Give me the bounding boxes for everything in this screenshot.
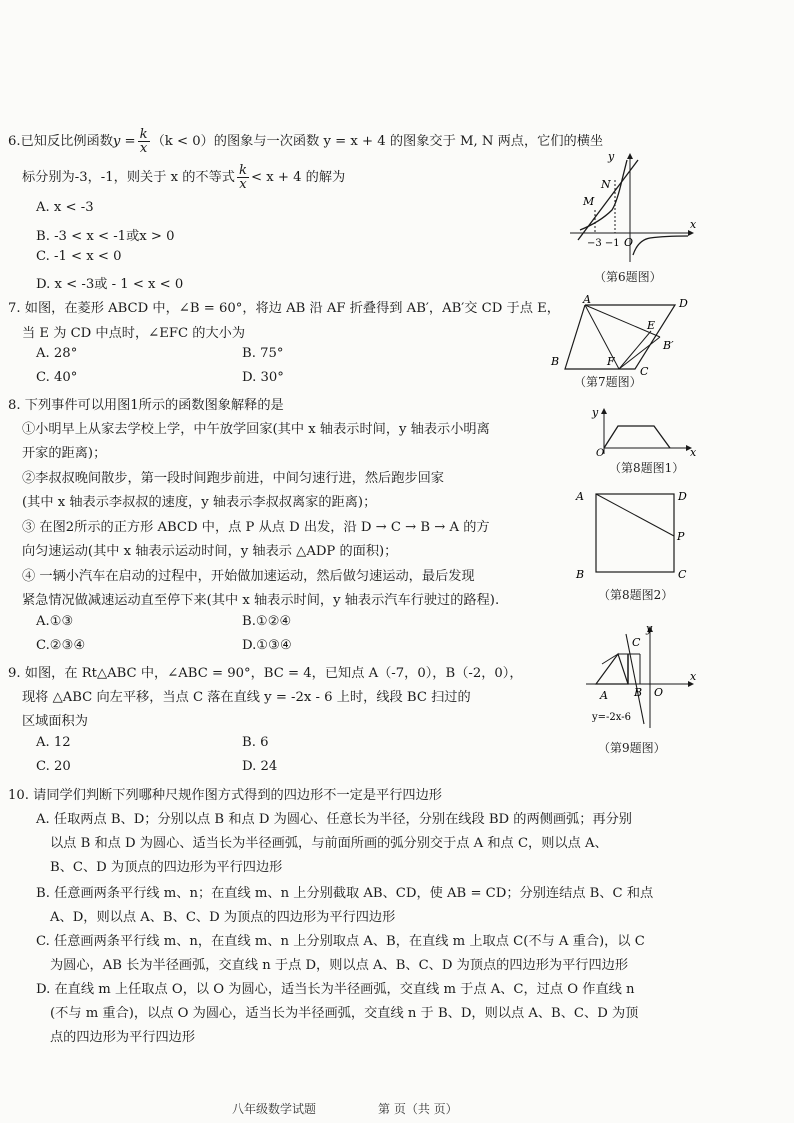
q10-line: D. 在直线 m 上任取点 O，以 O 为圆心，适当长为半径画弧，交直线 m 于点 A、C，过点 O 作直线 n xyxy=(36,982,635,997)
q8-fig2-b: B xyxy=(576,568,585,581)
q10-line: A、D，则以点 A、B、C、D 为顶点的四边形为平行四边形 xyxy=(50,910,396,925)
q8-option-a: A.①③ xyxy=(36,614,74,629)
q6-stem-line2: 标分别为-3，-1，则关于 x 的不等式 $\frac{k}{x}$ < x + 4 的解为 xyxy=(22,163,346,192)
q8-item-line: 紧急情况做减速运动直至停下来(其中 x 轴表示时间，y 轴表示汽车行驶过的路程). xyxy=(22,593,500,608)
q8-fig1-x: x xyxy=(690,446,697,456)
q9-fig-b: B xyxy=(634,686,643,699)
q7-fig-c: C xyxy=(640,365,649,378)
q9-option-c: C. 20 xyxy=(36,759,71,774)
q6-fig-m: M xyxy=(583,195,595,208)
q7-fig-b-prime: B′ xyxy=(663,339,674,352)
q8-item-line: 开家的距离)； xyxy=(22,446,107,461)
q10-line: 点的四边形为平行四边形 xyxy=(50,1030,196,1045)
q8-option-b: B.①②④ xyxy=(242,614,292,629)
q9-figure xyxy=(582,624,700,736)
footer-title: 八年级数学试题 xyxy=(232,1102,317,1116)
q9-fig-c: C xyxy=(632,636,641,649)
q8-item-line: ④ 一辆小汽车在启动的过程中，开始做加速运动，然后做匀速运动，最后发现 xyxy=(22,569,475,584)
footer-page: 第 页（共 页） xyxy=(378,1102,458,1116)
q7-option-a: A. 28° xyxy=(36,346,78,361)
q8-fig1-o: O xyxy=(596,448,605,456)
q8-fig1-y: y xyxy=(592,406,599,419)
q8-figure-1 xyxy=(590,404,700,456)
q6-fig-y: y xyxy=(608,150,615,163)
q9-fig-o: O xyxy=(654,686,664,699)
q8-option-c: C.②③④ xyxy=(36,638,86,653)
q10-line: 以点 B 和点 D 为圆心、适当长为半径画弧，与前面所画的弧分别交于点 A 和点 C，则以点 A、 xyxy=(50,836,608,851)
q8-fig2-p: P xyxy=(677,530,685,543)
q7-fig-f: F xyxy=(607,355,615,368)
q8-caption-2: （第8题图2） xyxy=(598,588,674,602)
q7-fig-d: D xyxy=(679,297,688,310)
q7-option-c: C. 40° xyxy=(36,370,78,385)
q6-caption: （第6题图） xyxy=(594,270,662,284)
q7-fig-e: E xyxy=(647,319,656,332)
q10-line: B、C、D 为顶点的四边形为平行四边形 xyxy=(50,860,283,875)
q8-stem: 8. 下列事件可以用图1所示的函数图象解释的是 xyxy=(8,398,284,413)
q10-line: 为圆心，AB 长为半径画弧，交直线 n 于点 D，则以点 A、B、C、D 为顶点的四边形为平行四边形 xyxy=(50,958,629,973)
q9-option-d: D. 24 xyxy=(242,759,278,774)
q8-item-line: ③ 在图2所示的正方形 ABCD 中，点 P 从点 D 出发，沿 D → C → B → A 的方 xyxy=(22,520,490,535)
q7-stem-line1: 7. 如图，在菱形 ABCD 中，∠B = 60°，将边 AB 沿 AF 折叠得到 AB′，AB′交 CD 于点 E， xyxy=(8,301,560,316)
q7-fig-a: A xyxy=(583,293,591,306)
q9-stem-line1: 9. 如图，在 Rt△ABC 中，∠ABC = 90°，BC = 4，已知点 A（-7，0），B（-2，0）， xyxy=(8,666,523,681)
q6-option-b: B. -3 < x < -1或x > 0 xyxy=(36,229,175,244)
q10-line: (不与 m 重合)，以点 O 为圆心，适当长为半径画弧，交直线 n 于 B、D，则以点 A、B、C、D 为顶 xyxy=(50,1006,639,1021)
q9-fig-x: x xyxy=(690,670,697,683)
q8-item-line: ①小明早上从家去学校上学，中午放学回家(其中 x 轴表示时间，y 轴表示小明离 xyxy=(22,422,490,437)
q8-fig2-a: A xyxy=(576,490,584,503)
q6-fig-x: x xyxy=(690,218,697,231)
q9-option-b: B. 6 xyxy=(242,735,269,750)
q9-fig-line-label: y=-2x-6 xyxy=(592,712,631,723)
q8-fig2-c: C xyxy=(678,568,687,581)
q9-option-a: A. 12 xyxy=(36,735,71,750)
q6-fig-o: O xyxy=(624,236,634,249)
q9-fig-y: y xyxy=(646,624,653,635)
q9-fig-a: A xyxy=(600,689,608,702)
q7-figure xyxy=(545,293,695,378)
q6-option-c: C. -1 < x < 0 xyxy=(36,249,122,264)
q10-line: C. 任意画两条平行线 m、n，在直线 m、n 上分别取点 A、B，在直线 m 上取点 C(不与 A 重合)，以 C xyxy=(36,934,645,949)
q8-fig2-d: D xyxy=(678,490,687,503)
q8-option-d: D.①③④ xyxy=(242,638,292,653)
q6-fraction-k-over-x-2: $\frac{k}{x}$ xyxy=(238,163,247,192)
q9-stem-line3: 区域面积为 xyxy=(22,714,88,729)
q8-caption-1: （第8题图1） xyxy=(609,461,685,475)
q8-item-line: 向匀速运动(其中 x 轴表示运动时间，y 轴表示 △ADP 的面积)； xyxy=(22,544,398,559)
q10-line: A. 任取两点 B、D；分别以点 B 和点 D 为圆心、任意长为半径，分别在线段 BD 的两侧画弧；再分别 xyxy=(36,812,632,827)
q6-stem-line1: 6.已知反比例函数y = $\frac{k}{x}$ （k < 0）的图象与一次函数 y = x + 4 的图象交于 M, N 两点，它们的横坐 xyxy=(8,127,604,156)
q7-option-b: B. 75° xyxy=(242,346,284,361)
q8-figure-2 xyxy=(572,488,692,586)
q6-fraction-k-over-x: $\frac{k}{x}$ xyxy=(139,127,148,156)
q10-line: B. 任意画两条平行线 m、n；在直线 m、n 上分别截取 AB、CD，使 AB = CD；分别连结点 B、C 和点 xyxy=(36,886,654,901)
q6-option-d: D. x < -3或 - 1 < x < 0 xyxy=(36,277,184,292)
q7-option-d: D. 30° xyxy=(242,370,284,385)
q10-stem: 10. 请同学们判断下列哪种尺规作图方式得到的四边形不一定是平行四边形 xyxy=(8,788,442,803)
q8-item-line: (其中 x 轴表示李叔叔的速度，y 轴表示李叔叔离家的距离)； xyxy=(22,495,377,510)
q6-option-a: A. x < -3 xyxy=(36,200,94,215)
q9-caption: （第9题图） xyxy=(598,741,666,755)
q6-figure xyxy=(560,150,700,268)
q8-item-line: ②李叔叔晚间散步，第一段时间跑步前进，中间匀速行进，然后跑步回家 xyxy=(22,471,444,486)
q7-fig-b: B xyxy=(551,355,560,368)
q6-fig-n: N xyxy=(601,178,611,191)
q7-stem-line2: 当 E 为 CD 中点时，∠EFC 的大小为 xyxy=(22,326,246,341)
q6-fig-ticks: −3 −1 xyxy=(587,238,620,249)
q9-stem-line2: 现将 △ABC 向左平移，当点 C 落在直线 y = -2x - 6 上时，线段 BC 扫过的 xyxy=(22,690,471,705)
q7-caption: （第7题图） xyxy=(574,375,642,389)
